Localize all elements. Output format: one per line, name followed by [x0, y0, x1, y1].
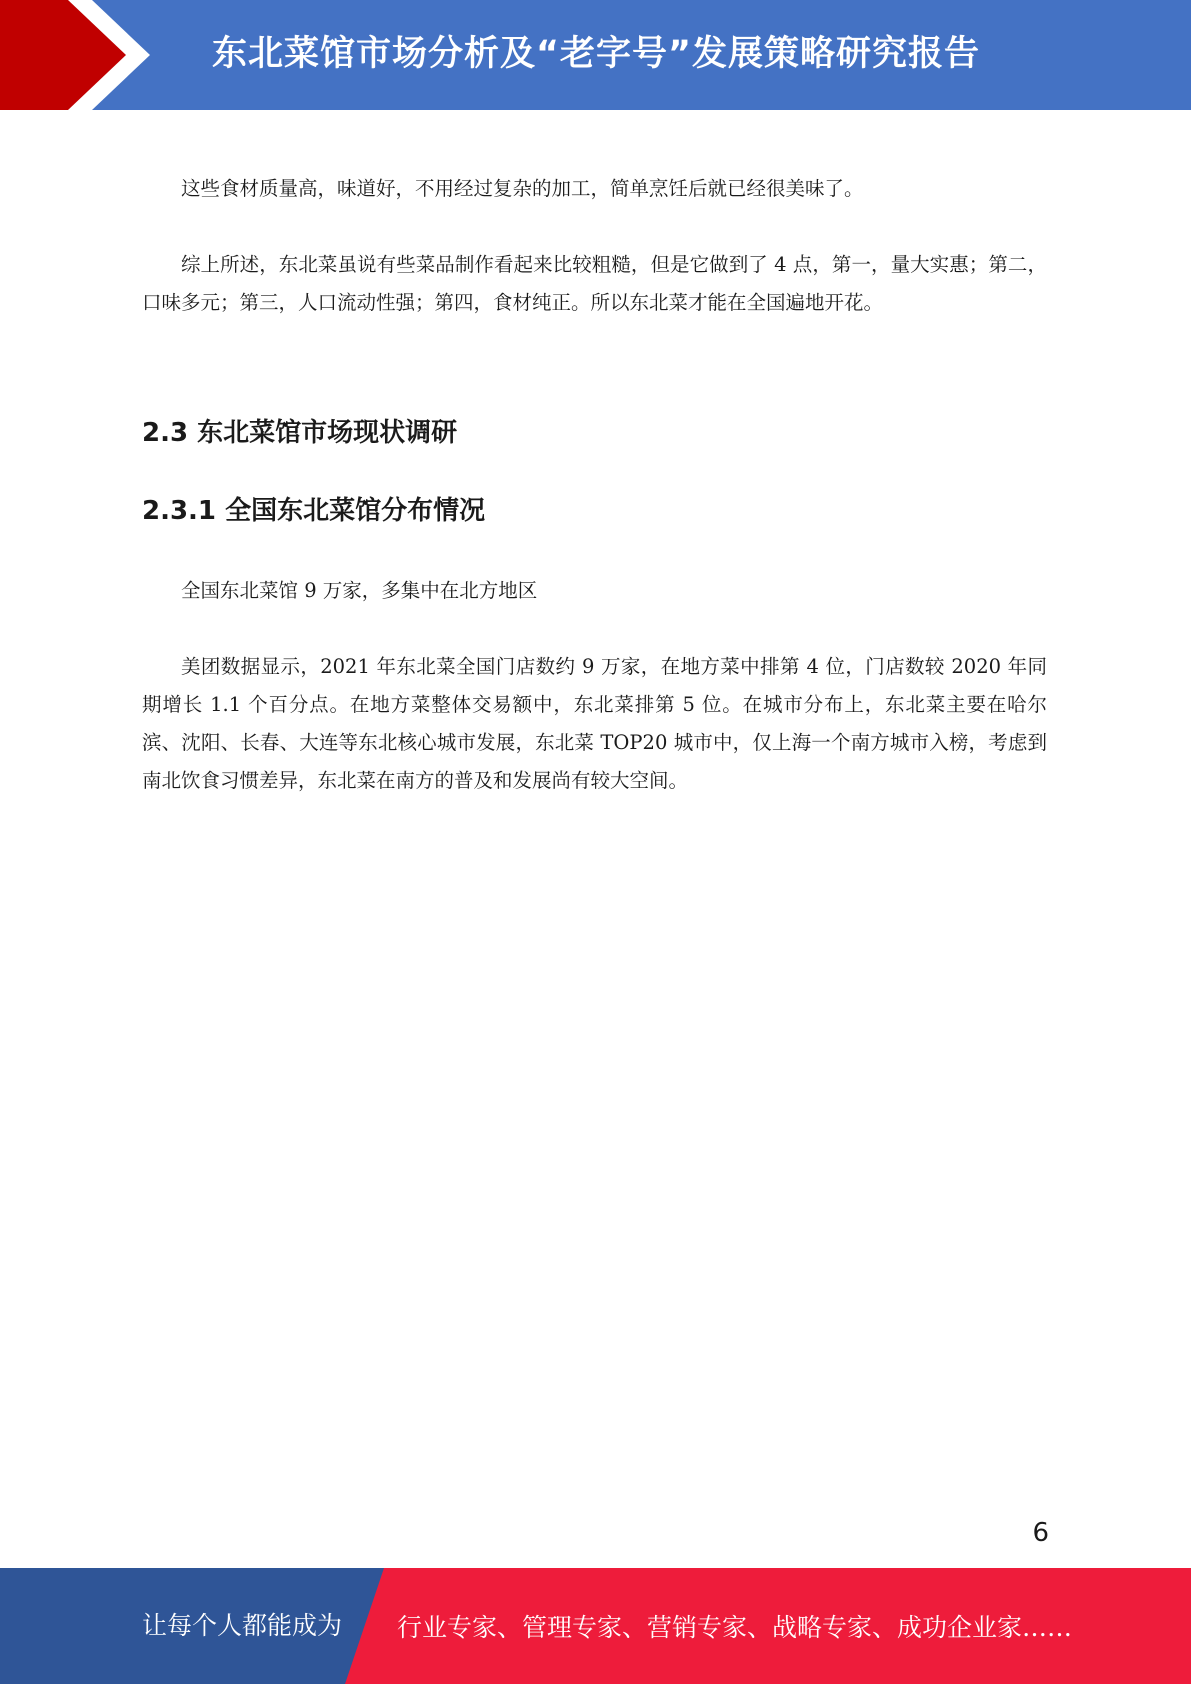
- paragraph-summary: 综上所述，东北菜虽说有些菜品制作看起来比较粗糙，但是它做到了 4 点，第一，量大实惠；第二，口味多元；第三，人口流动性强；第四，食材纯正。所以东北菜才能在全国遍地开花。: [142, 253, 1047, 314]
- footer-slogan-left: 让每个人都能成为: [142, 1611, 343, 1640]
- header-chevron-decoration: [0, 0, 160, 110]
- paragraph-meituan-data: 美团数据显示，2021 年东北菜全国门店数约 9 万家，在地方菜中排第 4 位，门店数较 2020 年同期增长 1.1 个百分点。在地方菜整体交易额中，东北菜排第 5 位。在城市分布上，东北菜主要在哈尔滨、沈阳、长春、大连等东北核心城市发展，东北菜 TOP20 城市中，仅上海一个南方城市入榜，考虑到南北饮食习惯差异，东北菜在南方的普及和发展尚有较大空间。: [142, 655, 1047, 792]
- page-header: [0, 0, 1191, 110]
- section-heading: 2.3 东北菜馆市场现状调研: [142, 418, 458, 448]
- subsection-heading: 2.3.1 全国东北菜馆分布情况: [142, 496, 486, 526]
- footer-slogan-right: 行业专家、管理专家、营销专家、战略专家、成功企业家……: [397, 1613, 1073, 1642]
- paragraph-store-count: 全国东北菜馆 9 万家，多集中在北方地区: [181, 579, 538, 602]
- report-title: 东北菜馆市场分析及“老字号”发展策略研究报告: [212, 34, 981, 74]
- page-number: 6: [1032, 1518, 1049, 1548]
- page-footer: [0, 1568, 1191, 1684]
- paragraph-ingredients: 这些食材质量高，味道好，不用经过复杂的加工，简单烹饪后就已经很美味了。: [181, 177, 864, 200]
